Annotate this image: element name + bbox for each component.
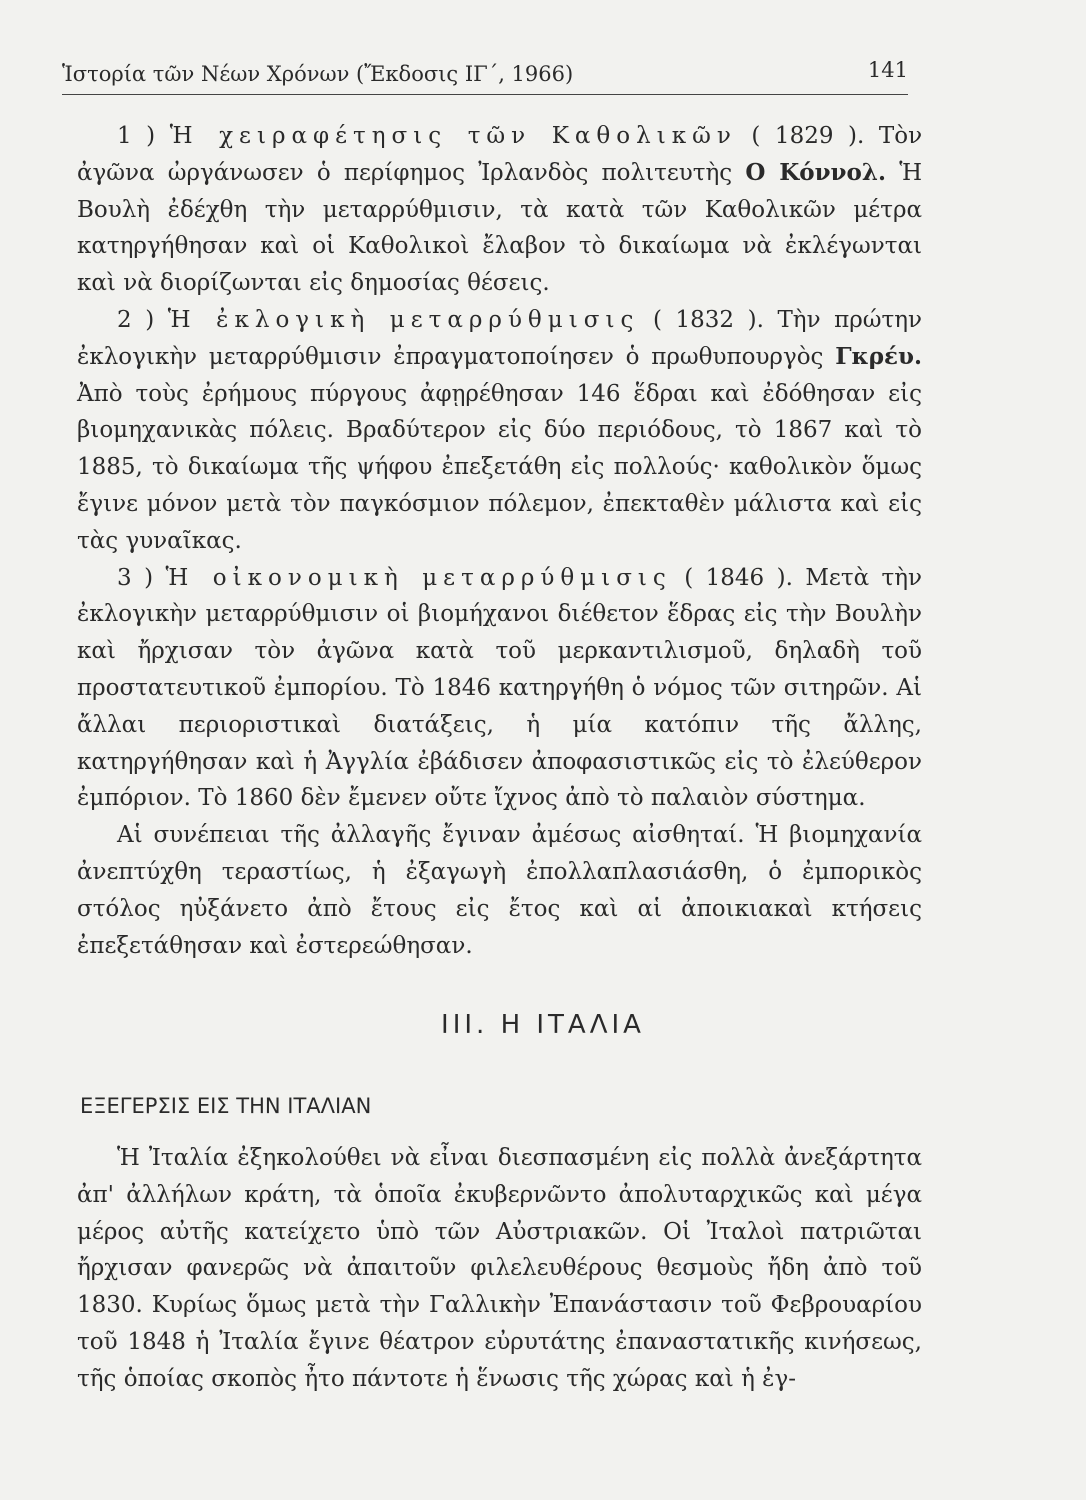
paragraph-italy: Ἡ Ἰταλία ἐξηκολούθει νὰ εἶναι διεσπασμένη εἰς πολλὰ ἀνεξάρτητα ἀπ' ἀλλήλων κράτη, τὰ ὁποῖα ἐκυβερνῶντο ἀπολυταρχικῶς καὶ μέγα μέρος αὐτῆς κατείχετο ὑπὸ τῶν Αὐστριακῶν. Οἱ Ἰταλοὶ πατριῶται ἤρχισαν φανερῶς νὰ ἀπαιτοῦν φιλελευθέρους θεσμοὺς ἤδη ἀπὸ τοῦ 1830. Κυρίως ὅμως μετὰ τὴν Γαλλικὴν Ἐπανάστασιν τοῦ Φεβρουαρίου τοῦ 1848 ἡ Ἰταλία ἔγινε θέατρον εὐρυτάτης ἐπαναστατικῆς κινήσεως, τῆς ὁποίας σκοπὸς ἦτο πάντοτε ἡ ἕνωσις τῆς χώρας καὶ ἡ ἐγ- <box>77 1145 922 1392</box>
section-heading: ΙΙΙ. Η ΙΤΑΛΙΑ <box>441 1010 645 1040</box>
paragraph-item-3 <box>77 560 922 818</box>
header-title: Ἱστορία τῶν Νέων Χρόνων (Ἔκδοσις ΙΓ΄, 1966) <box>62 62 574 86</box>
item-year: ( 1846 ). <box>684 564 793 591</box>
item-year: ( 1832 ). <box>652 306 764 333</box>
page-number: 141 <box>867 58 908 82</box>
item-heading: Ἡ ἐκλογικὴ μεταρρύθμισις <box>167 306 640 333</box>
item-year: ( 1829 ). <box>751 123 865 149</box>
item-text: Μετὰ τὴν ἐκλογικὴν μεταρρύθμισιν οἱ βιομήχανοι διέθετον ἕδρας εἰς τὴν Βουλὴν καὶ ἤρχισαν τὸν ἀγῶνα κατὰ τοῦ μερκαντιλισμοῦ, δηλαδὴ τοῦ προστατευτικοῦ ἐμπορίου. Τὸ 1846 κατηργήθη ὁ νόμος τῶν σιτηρῶν. Αἱ ἄλλαι περιοριστικαὶ διατάξεις, ἡ μία κατόπιν τῆς ἄλλης, κατηργήθησαν καὶ ἡ Ἀγγλία ἐβάδισεν ἀποφασιστικῶς εἰς τὸ ἐλεύθερον ἐμπόριον. Τὸ 1860 δὲν ἔμενεν οὔτε ἴχνος ἀπὸ τὸ παλαιὸν σύστημα. <box>77 564 923 812</box>
item-heading: Ἡ χειραφέτησις τῶν Καθολικῶν <box>169 123 737 149</box>
main-text <box>77 118 922 964</box>
item-number: 3 ) <box>117 564 154 591</box>
item-text-continued: Ἡ Βουλὴ ἐδέχθη τὴν μεταρρύθμισιν, τὰ κατὰ τῶν Καθολικῶν μέτρα κατηργήθησαν καὶ οἱ Καθολικοὶ ἔλαβον τὸ δικαίωμα νὰ ἐκλέγωνται καὶ νὰ διορίζωνται εἰς δημοσίας θέσεις. <box>77 159 923 297</box>
item-text: Τὸν ἀγῶνα ὠργάνωσεν ὁ περίφημος Ἰρλανδὸς πολιτευτὴς <box>77 123 923 186</box>
item-text-continued: Ἀπὸ τοὺς ἐρήμους πύργους ἀφῃρέθησαν 146 ἕδραι καὶ ἐδόθησαν εἰς βιομηχανικὰς πόλεις. Βραδύτερον εἰς δύο περιόδους, τὸ 1867 καὶ τὸ 1885, τὸ δικαίωμα τῆς ψήφου ἐπεξετάθη εἰς πολλούς· καθολικὸν ὅμως ἔγινε μόνον μετὰ τὸν παγκόσμιον πόλεμον, ἐπεκταθὲν μάλιστα καὶ εἰς τὰς γυναῖκας. <box>77 380 922 554</box>
item-bold-name: Γκρέυ. <box>835 342 922 370</box>
subsection-heading: ΕΞΕΓΕΡΣΙΣ ΕΙΣ ΤΗΝ ΙΤΑΛΙΑΝ <box>80 1094 372 1118</box>
item-heading: Ἡ οἰκονομικὴ μεταρρύθμισις <box>165 564 672 591</box>
item-text: Τὴν πρώτην ἐκλογικὴν μεταρρύθμισιν ἐπραγματοποίησεν ὁ πρωθυπουργὸς <box>77 306 923 370</box>
paragraph-item-1 <box>77 118 922 302</box>
running-header <box>62 58 908 95</box>
paragraph-item-2 <box>77 302 922 560</box>
item-bold-name: Ο Κόννολ. <box>745 158 886 186</box>
italy-text <box>77 1140 922 1398</box>
paragraph-consequences: Αἱ συνέπειαι τῆς ἀλλαγῆς ἔγιναν ἀμέσως αἰσθηταί. Ἡ βιομηχανία ἀνεπτύχθη τεραστίως, ἡ ἐξαγωγὴ ἐπολλαπλασιάσθη, ὁ ἐμπορικὸς στόλος ηὐξάνετο ἀπὸ ἔτους εἰς ἔτος καὶ αἱ ἀποικιακαὶ κτήσεις ἐπεξετάθησαν καὶ ἐστερεώθησαν. <box>77 822 922 959</box>
item-number: 2 ) <box>117 306 155 333</box>
item-number: 1 ) <box>117 123 156 149</box>
